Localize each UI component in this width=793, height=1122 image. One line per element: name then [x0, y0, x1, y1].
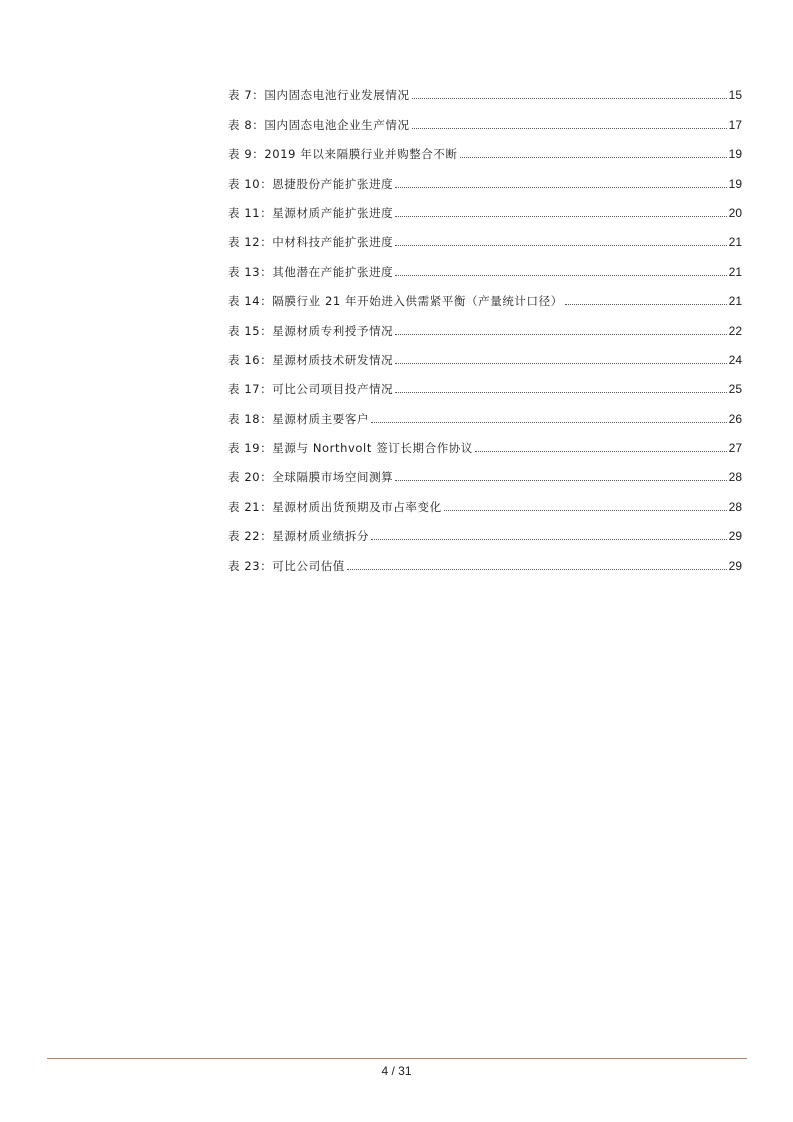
toc-entry[interactable]: [228, 133, 742, 162]
toc-entry-page: 26: [728, 411, 742, 426]
toc-entry-label: 表 16：星源材质技术研发情况: [228, 352, 394, 367]
toc-dot-leader: [395, 187, 726, 188]
toc-entry-page: 19: [728, 147, 742, 162]
page-number: 4 / 31: [381, 1064, 412, 1078]
toc-entry-label: 表 15：星源材质专利授予情况: [228, 323, 394, 338]
toc-entry-label: 表 11：星源材质产能扩张进度: [228, 205, 394, 220]
toc-entry-label: 表 23：可比公司估值: [228, 558, 345, 573]
toc-entry[interactable]: [228, 485, 742, 514]
toc-entry-page: 15: [728, 88, 742, 103]
toc-entry-label: 表 7：国内固态电池行业发展情况: [228, 88, 410, 103]
toc-entry-page: 17: [728, 117, 742, 132]
toc-entry-label: 表 20：全球隔膜市场空间测算: [228, 470, 394, 485]
toc-dot-leader: [412, 128, 727, 129]
toc-entry[interactable]: [228, 397, 742, 426]
toc-entry-label: 表 8：国内固态电池企业生产情况: [228, 117, 410, 132]
toc-entry[interactable]: [228, 250, 742, 279]
toc-entry-label: 表 10：恩捷股份产能扩张进度: [228, 176, 394, 191]
toc-entry-page: 28: [728, 499, 742, 514]
toc-entry-page: 27: [728, 441, 742, 456]
toc-entry-page: 24: [728, 352, 742, 367]
toc-entry[interactable]: [228, 309, 742, 338]
toc-dot-leader: [395, 334, 726, 335]
toc-entry[interactable]: [228, 456, 742, 485]
footer-divider: [47, 1058, 747, 1059]
toc-dot-leader: [460, 157, 727, 158]
toc-entry-page: 21: [728, 294, 742, 309]
toc-entry-page: 28: [728, 470, 742, 485]
toc-dot-leader: [371, 539, 727, 540]
toc-entry[interactable]: [228, 280, 742, 309]
toc-entry-label: 表 21：星源材质出货预期及市占率变化: [228, 499, 442, 514]
toc-entry-label: 表 12：中材科技产能扩张进度: [228, 235, 394, 250]
toc-dot-leader: [412, 98, 727, 99]
toc-dot-leader: [395, 363, 726, 364]
toc-entry[interactable]: [228, 103, 742, 132]
toc-entry[interactable]: [228, 515, 742, 544]
toc-entry-page: 29: [728, 558, 742, 573]
toc-entry-label: 表 18：星源材质主要客户: [228, 411, 370, 426]
toc-dot-leader: [444, 510, 727, 511]
toc-entry[interactable]: [228, 544, 742, 573]
toc-entry-label: 表 14：隔膜行业 21 年开始进入供需紧平衡（产量统计口径）: [228, 294, 563, 309]
toc-entry-page: 22: [728, 323, 742, 338]
toc-entry-page: 20: [728, 205, 742, 220]
toc-entry-label: 表 17：可比公司项目投产情况: [228, 382, 394, 397]
toc-dot-leader: [395, 216, 726, 217]
toc-entry[interactable]: [228, 192, 742, 221]
toc-entry-page: 25: [728, 382, 742, 397]
toc-entry[interactable]: [228, 368, 742, 397]
toc-entry-label: 表 9：2019 年以来隔膜行业并购整合不断: [228, 147, 458, 162]
toc-entry[interactable]: [228, 427, 742, 456]
toc-dot-leader: [371, 422, 727, 423]
toc-entry[interactable]: [228, 339, 742, 368]
toc-entry-page: 29: [728, 529, 742, 544]
toc-dot-leader: [347, 569, 727, 570]
toc-dot-leader: [395, 275, 726, 276]
toc-entry-label: 表 22：星源材质业绩拆分: [228, 529, 370, 544]
toc-dot-leader: [395, 480, 726, 481]
toc-entry-page: 19: [728, 176, 742, 191]
toc-dot-leader: [395, 245, 726, 246]
toc-entry-label: 表 19：星源与 Northvolt 签订长期合作协议: [228, 441, 474, 456]
toc-dot-leader: [475, 451, 727, 452]
toc-dot-leader: [565, 304, 727, 305]
table-of-contents: [228, 74, 742, 574]
toc-entry[interactable]: [228, 74, 742, 103]
toc-entry-page: 21: [728, 264, 742, 279]
toc-entry[interactable]: [228, 162, 742, 191]
toc-entry-label: 表 13：其他潜在产能扩张进度: [228, 264, 394, 279]
toc-dot-leader: [395, 392, 726, 393]
toc-entry-page: 21: [728, 235, 742, 250]
toc-entry[interactable]: [228, 221, 742, 250]
